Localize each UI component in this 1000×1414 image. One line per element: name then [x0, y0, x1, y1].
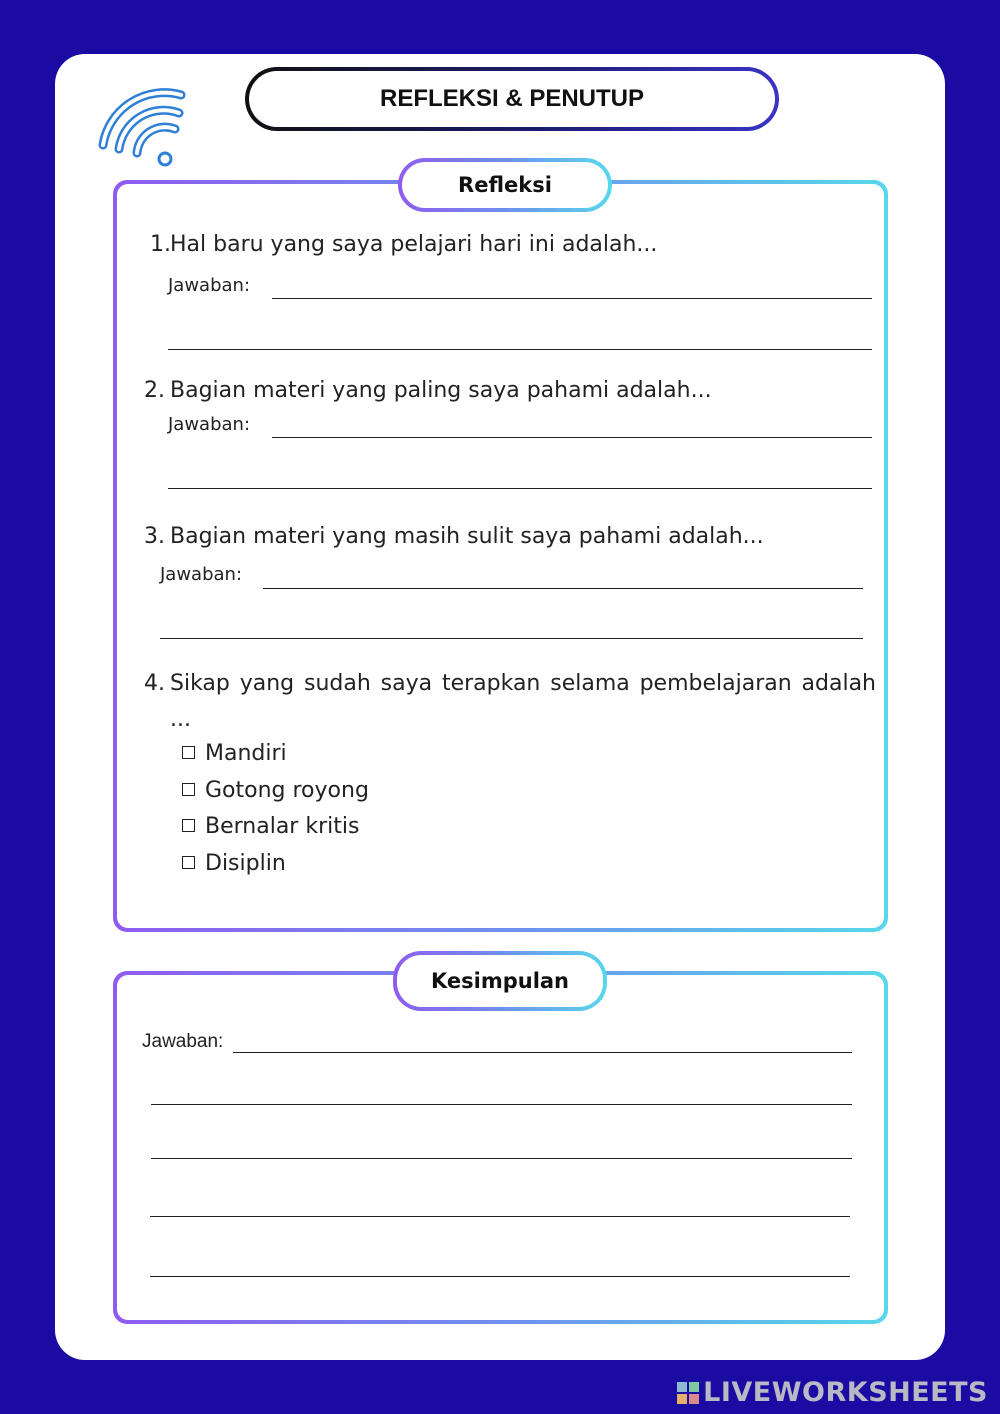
page-title: REFLEKSI & PENUTUP — [249, 71, 775, 127]
checkbox[interactable] — [182, 819, 195, 832]
option-gotong-royong[interactable] — [182, 778, 369, 803]
answer-label: Jawaban: — [142, 1031, 224, 1052]
question-number: 2. — [144, 378, 165, 403]
answer-line[interactable] — [168, 488, 872, 489]
answer-line[interactable] — [233, 1052, 852, 1053]
answer-label: Jawaban: — [168, 275, 251, 296]
brand-text: LIVEWORKSHEETS — [703, 1377, 988, 1408]
answer-line[interactable] — [150, 1276, 850, 1277]
kesimpulan-heading — [393, 951, 607, 1011]
checkbox[interactable] — [182, 856, 195, 869]
option-bernalar-kritis[interactable] — [182, 814, 359, 839]
answer-line[interactable] — [151, 1158, 852, 1159]
question-1 — [150, 227, 657, 263]
answer-line[interactable] — [150, 1216, 850, 1217]
question-2 — [144, 373, 712, 409]
question-text: Bagian materi yang paling saya pahami adalah... — [170, 378, 712, 403]
question-number: 4. — [144, 671, 165, 696]
answer-line[interactable] — [151, 1104, 852, 1105]
answer-line[interactable] — [272, 298, 872, 299]
question-4-text: Sikap yang sudah saya terapkan selama pembelajaran adalah ... — [170, 671, 876, 732]
question-3 — [144, 519, 764, 555]
question-text: Bagian materi yang masih sulit saya pahami adalah... — [170, 524, 764, 549]
question-text: Hal baru yang saya pelajari hari ini adalah... — [170, 232, 658, 257]
liveworksheets-logo-icon — [677, 1382, 699, 1404]
checkbox[interactable] — [182, 783, 195, 796]
option-label: Disiplin — [205, 851, 286, 876]
answer-line[interactable] — [272, 437, 872, 438]
answer-label: Jawaban: — [160, 564, 243, 585]
option-label: Bernalar kritis — [205, 814, 360, 839]
question-number: 3. — [144, 524, 165, 549]
wifi-signal-icon — [95, 85, 190, 170]
refleksi-heading-label: Refleksi — [402, 162, 608, 208]
refleksi-heading — [398, 158, 612, 212]
option-label: Mandiri — [205, 741, 287, 766]
checkbox[interactable] — [182, 746, 195, 759]
kesimpulan-section — [113, 971, 888, 1324]
kesimpulan-heading-label: Kesimpulan — [397, 955, 603, 1007]
answer-line[interactable] — [168, 349, 872, 350]
title-banner — [245, 67, 779, 131]
liveworksheets-watermark — [677, 1377, 988, 1408]
option-label: Gotong royong — [205, 778, 369, 803]
answer-line[interactable] — [160, 638, 863, 639]
question-number: 1. — [150, 232, 171, 257]
answer-label: Jawaban: — [168, 414, 251, 435]
answer-line[interactable] — [263, 588, 863, 589]
option-mandiri[interactable] — [182, 741, 287, 766]
option-disiplin[interactable] — [182, 851, 286, 876]
